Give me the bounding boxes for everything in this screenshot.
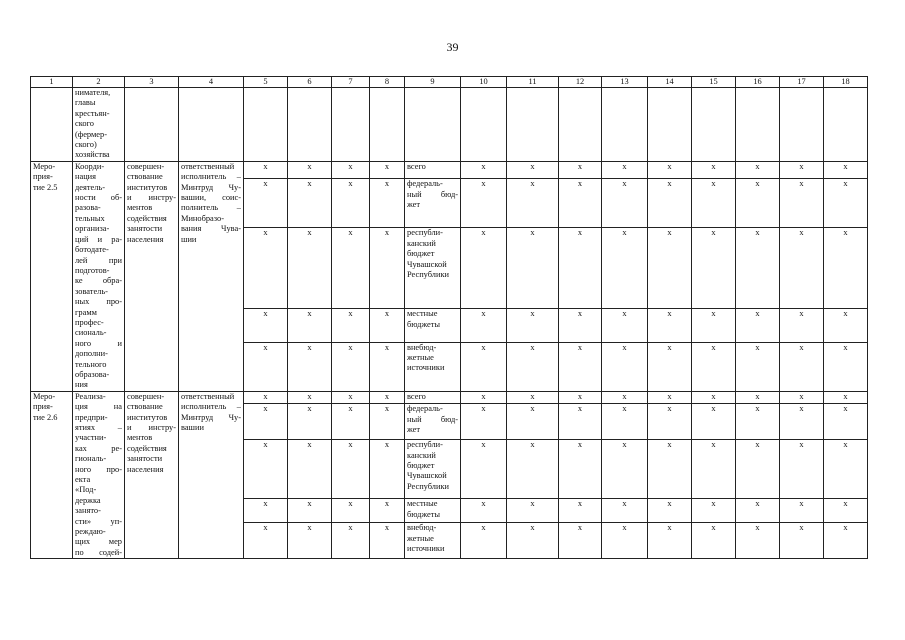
activity-goal: совершен- ствование институтов и инстру- ментов содействия занятости населения [125,391,179,559]
cont-col1 [31,88,73,162]
table-row [31,161,868,178]
value-cell: x [648,161,692,178]
value-cell: x [648,391,692,404]
header-cell: 18 [824,77,868,88]
value-cell: x [370,523,405,559]
cont-col15 [692,88,736,162]
value-cell: x [461,404,507,440]
value-cell: x [824,523,868,559]
value-cell: x [507,309,559,342]
value-cell: x [332,161,370,178]
activity-name: Коорди- нация деятель- ности об- разова- тельных организа- ций и ра- ботодате- лей при подготов- ке обра- зователь- ных про- грамм профес- сиональ- ного и дополни- тельного образова- ния [73,161,125,391]
value-cell: x [332,404,370,440]
cont-col10 [461,88,507,162]
header-cell: 11 [507,77,559,88]
value-cell: x [736,404,780,440]
cont-col5 [244,88,288,162]
cont-col3 [125,88,179,162]
value-cell: x [648,342,692,391]
value-cell: x [288,404,332,440]
value-cell: x [370,404,405,440]
funding-source: республи- канский бюджет Чувашской Республики [405,228,461,309]
funding-source: федераль- ный бюд- жет [405,404,461,440]
value-cell: x [244,161,288,178]
value-cell: x [332,440,370,499]
value-cell: x [736,342,780,391]
page-number: 39 [446,40,459,54]
cont-col8 [370,88,405,162]
value-cell: x [780,391,824,404]
value-cell: x [648,404,692,440]
table-body [31,88,868,559]
value-cell: x [780,161,824,178]
value-cell: x [648,228,692,309]
value-cell: x [824,161,868,178]
cont-col11 [507,88,559,162]
funding-source: всего [405,161,461,178]
value-cell: x [692,309,736,342]
value-cell: x [461,499,507,523]
value-cell: x [244,228,288,309]
value-cell: x [824,228,868,309]
value-cell: x [370,161,405,178]
header-cell: 15 [692,77,736,88]
value-cell: x [780,440,824,499]
value-cell: x [602,342,648,391]
activity-executor: ответственный исполнитель – Минтруд Чу- вашии [179,391,244,559]
value-cell: x [602,440,648,499]
value-cell: x [332,499,370,523]
value-cell: x [648,309,692,342]
header-cell: 4 [179,77,244,88]
header-cell: 9 [405,77,461,88]
header-cell: 1 [31,77,73,88]
cont-col12 [559,88,602,162]
value-cell: x [602,179,648,228]
cont-col2: нимателя, главы крестьян- ского (фермер- ского) хозяйства [73,88,125,162]
value-cell: x [461,179,507,228]
value-cell: x [288,391,332,404]
cont-col14 [648,88,692,162]
value-cell: x [244,440,288,499]
value-cell: x [370,342,405,391]
cont-col7 [332,88,370,162]
value-cell: x [370,228,405,309]
value-cell: x [780,309,824,342]
value-cell: x [332,391,370,404]
value-cell: x [507,179,559,228]
cont-col9 [405,88,461,162]
value-cell: x [559,440,602,499]
funding-source: местные бюджеты [405,499,461,523]
value-cell: x [736,523,780,559]
cont-col18 [824,88,868,162]
activity-number: Меро- прия- тие 2.5 [31,161,73,391]
value-cell: x [602,161,648,178]
value-cell: x [559,228,602,309]
activity-number: Меро- прия- тие 2.6 [31,391,73,559]
value-cell: x [736,179,780,228]
value-cell: x [736,228,780,309]
value-cell: x [507,228,559,309]
funding-source: федераль- ный бюд- жет [405,179,461,228]
header-cell: 2 [73,77,125,88]
header-cell: 7 [332,77,370,88]
funding-source: внебюд- жетные источники [405,523,461,559]
table-row [31,391,868,404]
value-cell: x [244,309,288,342]
header-row [31,77,868,88]
value-cell: x [370,440,405,499]
value-cell: x [288,228,332,309]
value-cell: x [559,391,602,404]
value-cell: x [648,179,692,228]
value-cell: x [692,391,736,404]
activity-goal: совершен- ствование институтов и инстру- ментов содействия занятости населения [125,161,179,391]
value-cell: x [370,499,405,523]
value-cell: x [824,342,868,391]
program-table [30,76,868,559]
value-cell: x [288,440,332,499]
value-cell: x [559,342,602,391]
header-cell: 6 [288,77,332,88]
value-cell: x [824,309,868,342]
value-cell: x [780,228,824,309]
header-cell: 8 [370,77,405,88]
value-cell: x [507,342,559,391]
value-cell: x [559,161,602,178]
value-cell: x [559,499,602,523]
value-cell: x [332,228,370,309]
funding-source: местные бюджеты [405,309,461,342]
value-cell: x [559,523,602,559]
cont-col13 [602,88,648,162]
value-cell: x [244,342,288,391]
value-cell: x [692,342,736,391]
value-cell: x [559,404,602,440]
value-cell: x [370,391,405,404]
value-cell: x [736,161,780,178]
value-cell: x [692,228,736,309]
value-cell: x [559,309,602,342]
continuation-row [31,88,868,162]
value-cell: x [780,342,824,391]
value-cell: x [692,161,736,178]
value-cell: x [692,440,736,499]
value-cell: x [602,499,648,523]
value-cell: x [780,499,824,523]
header-cell: 3 [125,77,179,88]
value-cell: x [461,523,507,559]
value-cell: x [332,523,370,559]
value-cell: x [824,179,868,228]
value-cell: x [780,179,824,228]
value-cell: x [648,523,692,559]
value-cell: x [244,499,288,523]
value-cell: x [648,499,692,523]
value-cell: x [648,440,692,499]
value-cell: x [507,499,559,523]
value-cell: x [332,179,370,228]
value-cell: x [461,309,507,342]
header-cell: 13 [602,77,648,88]
value-cell: x [824,391,868,404]
value-cell: x [692,404,736,440]
value-cell: x [461,342,507,391]
value-cell: x [780,404,824,440]
value-cell: x [288,179,332,228]
value-cell: x [288,499,332,523]
header-cell: 17 [780,77,824,88]
value-cell: x [332,309,370,342]
value-cell: x [692,499,736,523]
value-cell: x [507,440,559,499]
value-cell: x [370,179,405,228]
value-cell: x [507,161,559,178]
funding-source: республи- канский бюджет Чувашской Республики [405,440,461,499]
value-cell: x [559,179,602,228]
header-cell: 5 [244,77,288,88]
header-cell: 10 [461,77,507,88]
value-cell: x [332,342,370,391]
value-cell: x [288,161,332,178]
table-header [31,77,868,88]
value-cell: x [288,523,332,559]
cont-col4 [179,88,244,162]
value-cell: x [244,391,288,404]
value-cell: x [507,391,559,404]
cont-col6 [288,88,332,162]
value-cell: x [461,440,507,499]
value-cell: x [244,523,288,559]
value-cell: x [692,523,736,559]
header-cell: 12 [559,77,602,88]
value-cell: x [507,523,559,559]
header-cell: 14 [648,77,692,88]
value-cell: x [288,342,332,391]
value-cell: x [824,499,868,523]
value-cell: x [461,228,507,309]
value-cell: x [602,309,648,342]
value-cell: x [602,228,648,309]
value-cell: x [288,309,332,342]
activity-name: Реализа- ция на предпри- ятиях – участни- ках ре- гиональ- ного про- екта «Под- держка занято- сти» уп- реждаю- щих мер по содей- [73,391,125,559]
value-cell: x [461,391,507,404]
value-cell: x [244,404,288,440]
cont-col17 [780,88,824,162]
funding-source: внебюд- жетные источники [405,342,461,391]
funding-source: всего [405,391,461,404]
value-cell: x [507,404,559,440]
value-cell: x [244,179,288,228]
value-cell: x [824,404,868,440]
value-cell: x [736,391,780,404]
value-cell: x [736,440,780,499]
value-cell: x [824,440,868,499]
value-cell: x [461,161,507,178]
value-cell: x [692,179,736,228]
header-cell: 16 [736,77,780,88]
value-cell: x [602,404,648,440]
value-cell: x [370,309,405,342]
cont-col16 [736,88,780,162]
value-cell: x [780,523,824,559]
value-cell: x [736,499,780,523]
value-cell: x [602,523,648,559]
value-cell: x [736,309,780,342]
value-cell: x [602,391,648,404]
activity-executor: ответственный исполнитель – Минтруд Чу- вашии, соис- полнитель – Минобразо- вания Чува- шии [179,161,244,391]
